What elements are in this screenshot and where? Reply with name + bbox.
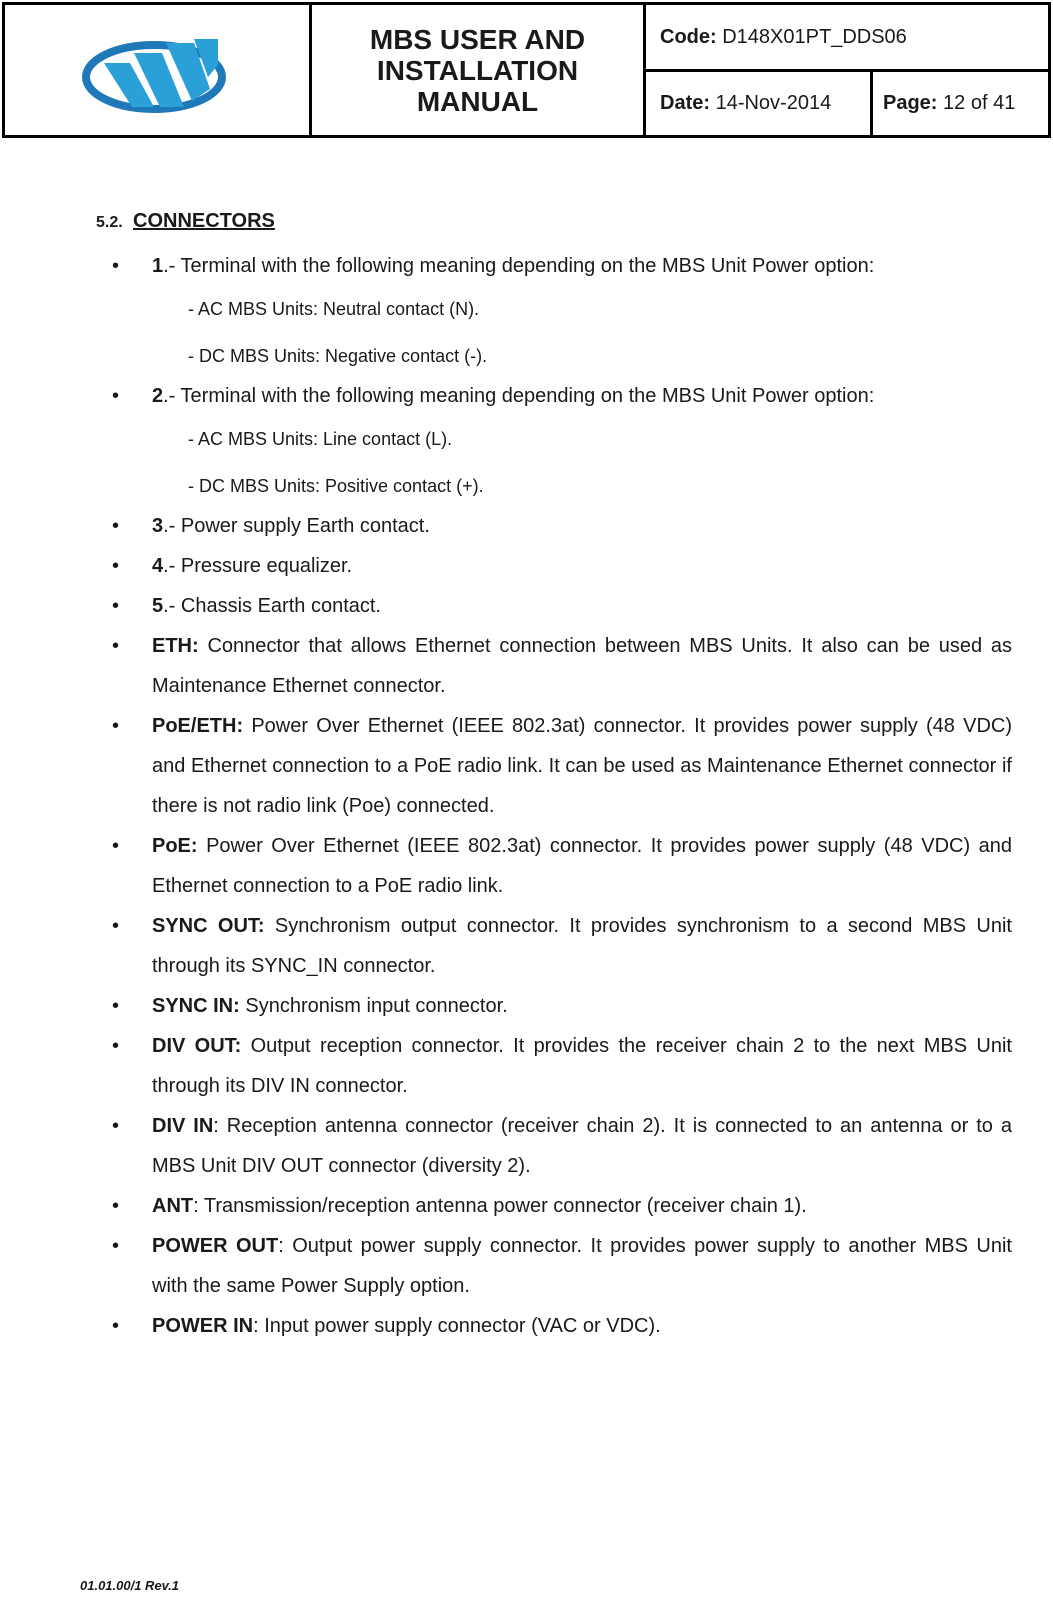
doc-code-cell <box>646 5 1048 72</box>
bullet-icon: • <box>112 555 120 577</box>
bullet-icon: • <box>112 1235 120 1257</box>
bullet-icon: • <box>112 915 120 937</box>
item-term: POWER IN <box>152 1315 254 1337</box>
item-term: 1 <box>152 255 164 277</box>
section-number: 5.2. <box>96 214 123 231</box>
list-item <box>112 1226 1012 1306</box>
bullet-icon: • <box>112 595 120 617</box>
list-item <box>112 626 1012 706</box>
document-header <box>2 2 1051 138</box>
item-description: Power Over Ethernet (IEEE 802.3at) connector. It provides power supply (48 VDC) and Ethernet connection to a PoE radio link. <box>152 835 1012 897</box>
item-term: DIV OUT: <box>152 1035 242 1057</box>
list-item <box>112 1186 1012 1226</box>
item-description: .- Terminal with the following meaning depending on the MBS Unit Power option: <box>163 255 875 277</box>
item-description: .- Power supply Earth contact. <box>163 515 430 537</box>
item-description: .- Chassis Earth contact. <box>163 595 381 617</box>
bullet-icon: • <box>112 715 120 737</box>
item-term: 3 <box>152 515 164 537</box>
item-description: : Transmission/reception antenna power connector (receiver chain 1). <box>193 1195 807 1217</box>
page-cell <box>873 72 1048 135</box>
item-description: : Reception antenna connector (receiver chain 2). It is connected to an antenna or to a MBS Unit DIV OUT connector (diversity 2). <box>152 1115 1012 1177</box>
item-description: : Output power supply connector. It provides power supply to another MBS Unit with the same Power Supply option. <box>152 1235 1012 1297</box>
item-description: Synchronism output connector. It provides synchronism to a second MBS Unit through its SYNC_IN connector. <box>152 915 1012 977</box>
list-item <box>112 546 1012 586</box>
item-term: SYNC OUT: <box>152 915 265 937</box>
code-label: Code: <box>660 25 717 48</box>
item-term: 5 <box>152 595 164 617</box>
list-item <box>112 1026 1012 1106</box>
page-label: Page: <box>883 92 938 114</box>
bullet-icon: • <box>112 1195 120 1217</box>
list-item <box>112 586 1012 626</box>
item-term: DIV IN <box>152 1115 214 1137</box>
connector-list <box>112 246 1012 1346</box>
list-item <box>112 986 1012 1026</box>
bullet-icon: • <box>112 1315 120 1337</box>
bullet-icon: • <box>112 1035 120 1057</box>
list-item <box>112 506 1012 546</box>
item-term: 2 <box>152 385 164 407</box>
sub-item: - DC MBS Units: Positive contact (+). <box>188 476 484 496</box>
section-heading <box>96 210 275 233</box>
code-value: D148X01PT_DDS06 <box>722 25 907 48</box>
bullet-icon: • <box>112 515 120 537</box>
item-term: SYNC IN: <box>152 995 240 1017</box>
item-term: POWER OUT <box>152 1235 279 1257</box>
page-value: 12 of 41 <box>943 92 1016 114</box>
list-item <box>112 1306 1012 1346</box>
header-meta <box>646 5 1048 135</box>
list-item <box>112 706 1012 826</box>
date-label: Date: <box>660 92 711 114</box>
item-term: 4 <box>152 555 164 577</box>
item-description: Connector that allows Ethernet connection between MBS Units. It also can be used as Maintenance Ethernet connector. <box>152 635 1012 697</box>
bullet-icon: • <box>112 385 120 407</box>
sub-item: - AC MBS Units: Neutral contact (N). <box>188 299 480 319</box>
list-item <box>112 1106 1012 1186</box>
item-term: PoE: <box>152 835 198 857</box>
manual-title: MBS USER AND INSTALLATION MANUAL <box>312 5 646 135</box>
company-logo-icon <box>82 25 232 115</box>
list-item <box>112 826 1012 906</box>
company-logo-cell <box>5 5 312 135</box>
item-term: ANT <box>152 1195 194 1217</box>
section-title: CONNECTORS <box>133 210 275 232</box>
footer-revision: 01.01.00/1 Rev.1 <box>80 1578 180 1593</box>
bullet-icon: • <box>112 835 120 857</box>
item-description: : Input power supply connector (VAC or VDC). <box>253 1315 661 1337</box>
sub-item: - DC MBS Units: Negative contact (-). <box>188 346 488 366</box>
sub-item: - AC MBS Units: Line contact (L). <box>188 429 453 449</box>
item-description: Synchronism input connector. <box>239 995 508 1017</box>
list-item <box>112 246 1012 286</box>
list-item <box>112 376 1012 416</box>
bullet-icon: • <box>112 255 120 277</box>
bullet-icon: • <box>112 1115 120 1137</box>
item-term: PoE/ETH: <box>152 715 244 737</box>
bullet-icon: • <box>112 995 120 1017</box>
item-description: Output reception connector. It provides the receiver chain 2 to the next MBS Unit through its DIV IN connector. <box>152 1035 1012 1097</box>
item-term: ETH: <box>152 635 199 657</box>
date-cell <box>646 72 873 135</box>
date-value: 14-Nov-2014 <box>715 92 832 114</box>
list-item <box>112 906 1012 986</box>
item-description: Power Over Ethernet (IEEE 802.3at) connector. It provides power supply (48 VDC) and Ethernet connection to a PoE radio link. It can be used as Maintenance Ethernet connector if there is not radio link (Poe) connected. <box>152 715 1012 817</box>
bullet-icon: • <box>112 635 120 657</box>
item-description: .- Pressure equalizer. <box>163 555 353 577</box>
item-description: .- Terminal with the following meaning depending on the MBS Unit Power option: <box>163 385 875 407</box>
